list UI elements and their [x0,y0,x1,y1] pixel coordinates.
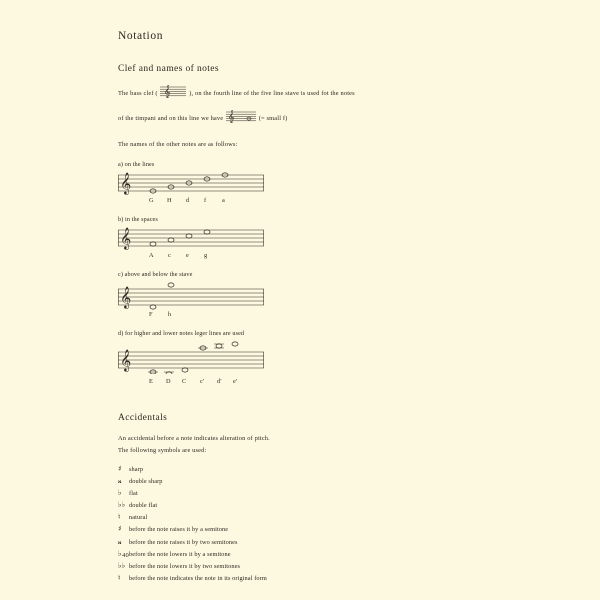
paragraph-other-notes: The names of the other notes are as follows: [118,140,238,148]
note-name: c [168,252,171,260]
natural-icon: ♮ [118,573,121,583]
list-item [118,475,490,487]
note-name: d [186,197,190,205]
section-heading-clef: Clef and names of notes [118,64,220,74]
svg-text:𝄞: 𝄞 [120,227,132,250]
note-name: A [149,252,154,260]
natural-icon: ♮ [118,512,121,522]
flat-icon: ♭ [118,487,122,497]
list-item [118,572,490,584]
note-name: d' [217,378,222,386]
note-name: c' [200,378,205,386]
bass-clef-inline-figure [160,84,186,103]
note-name: H [167,197,172,205]
note-name: F [149,311,153,319]
svg-text:𝄞: 𝄞 [120,349,132,372]
note-name: f [204,197,207,205]
svg-text:𝄞: 𝄞 [120,286,132,309]
accidentals-section [118,413,490,584]
note-name: C [182,378,187,386]
bass-clef-line2-pre: of the timpani and on this line we have [118,115,224,123]
paragraph-bass-clef [118,84,490,103]
note-name: e' [233,378,238,386]
list-item [118,463,490,475]
double-flat-icon: ♭♭ [118,500,126,510]
note-names-a [118,197,490,206]
accidental-text: before the note raises it by a semitone [129,526,229,534]
list-item [118,523,490,535]
note-name: D [166,378,171,386]
list-item [118,560,490,572]
list-item [118,499,490,511]
note-name: a [222,197,225,205]
list-item [118,536,490,548]
accidentals-intro-line1: An accidental before a note indicates alteration of pitch. [118,435,270,443]
accidental-text: flat [129,489,138,497]
bass-clef-text-mid: ), on the fourth line of the five line stave is used fot the notes [189,90,355,97]
accidental-text: double flat [129,502,158,510]
accidental-text: before the note lowers it by a semitone [129,550,231,558]
paragraph-accidentals-intro [118,433,490,456]
accidental-text: natural [129,514,148,522]
note-name: E [149,378,154,386]
note-name: e [186,252,189,260]
small-f-inline-figure [226,109,256,128]
staff-figure-a [118,171,490,206]
bass-clef-line2-post: (= small f) [258,115,288,123]
note-name: G [149,197,154,205]
note-names-d [118,378,490,387]
page-number: 40 [122,552,130,559]
accidental-text: before the note lowers it by two semitones [129,563,241,571]
accidentals-list [118,463,490,585]
accidental-text: before the note indicates the note in its original form [129,575,267,583]
list-item [118,548,490,560]
note-name: h [168,311,172,319]
example-label-d: d) for higher and lower notes leger lines are used [118,330,245,338]
accidental-text: sharp [129,465,144,473]
double-sharp-icon: 𝄪 [118,475,122,485]
bass-clef-text-pre: The bass clef ( [118,90,158,97]
flat-icon: ♭ [118,548,122,558]
example-label-a: a) on the lines [118,161,155,169]
example-label-c: c) above and below the stave [118,271,193,279]
accidental-text: before the note raises it by two semitones [129,538,238,546]
note-names-b [118,252,490,261]
list-item [118,511,490,523]
staff-figure-d [118,340,490,387]
staff-figure-c [118,281,490,320]
svg-text:𝄞: 𝄞 [120,172,132,195]
example-label-b: b) in the spaces [118,216,158,224]
accidental-text: double sharp [129,477,163,485]
double-flat-icon: ♭♭ [118,561,126,571]
sharp-icon: ♯ [118,463,122,473]
staff-figure-b [118,226,490,261]
note-names-c [118,311,490,320]
list-item [118,487,490,499]
page-content [118,30,490,584]
section-heading-accidentals: Accidentals [118,413,168,424]
svg-text:𝄞: 𝄞 [164,85,172,98]
note-name: g [204,252,208,260]
paragraph-bass-clef-line2 [118,109,490,128]
svg-text:𝄞: 𝄞 [228,110,235,124]
page-title: Notation [118,30,164,42]
double-sharp-icon: 𝄪 [118,536,122,546]
sharp-icon: ♯ [118,524,122,534]
accidentals-intro-line2: The following symbols are used: [118,446,207,454]
